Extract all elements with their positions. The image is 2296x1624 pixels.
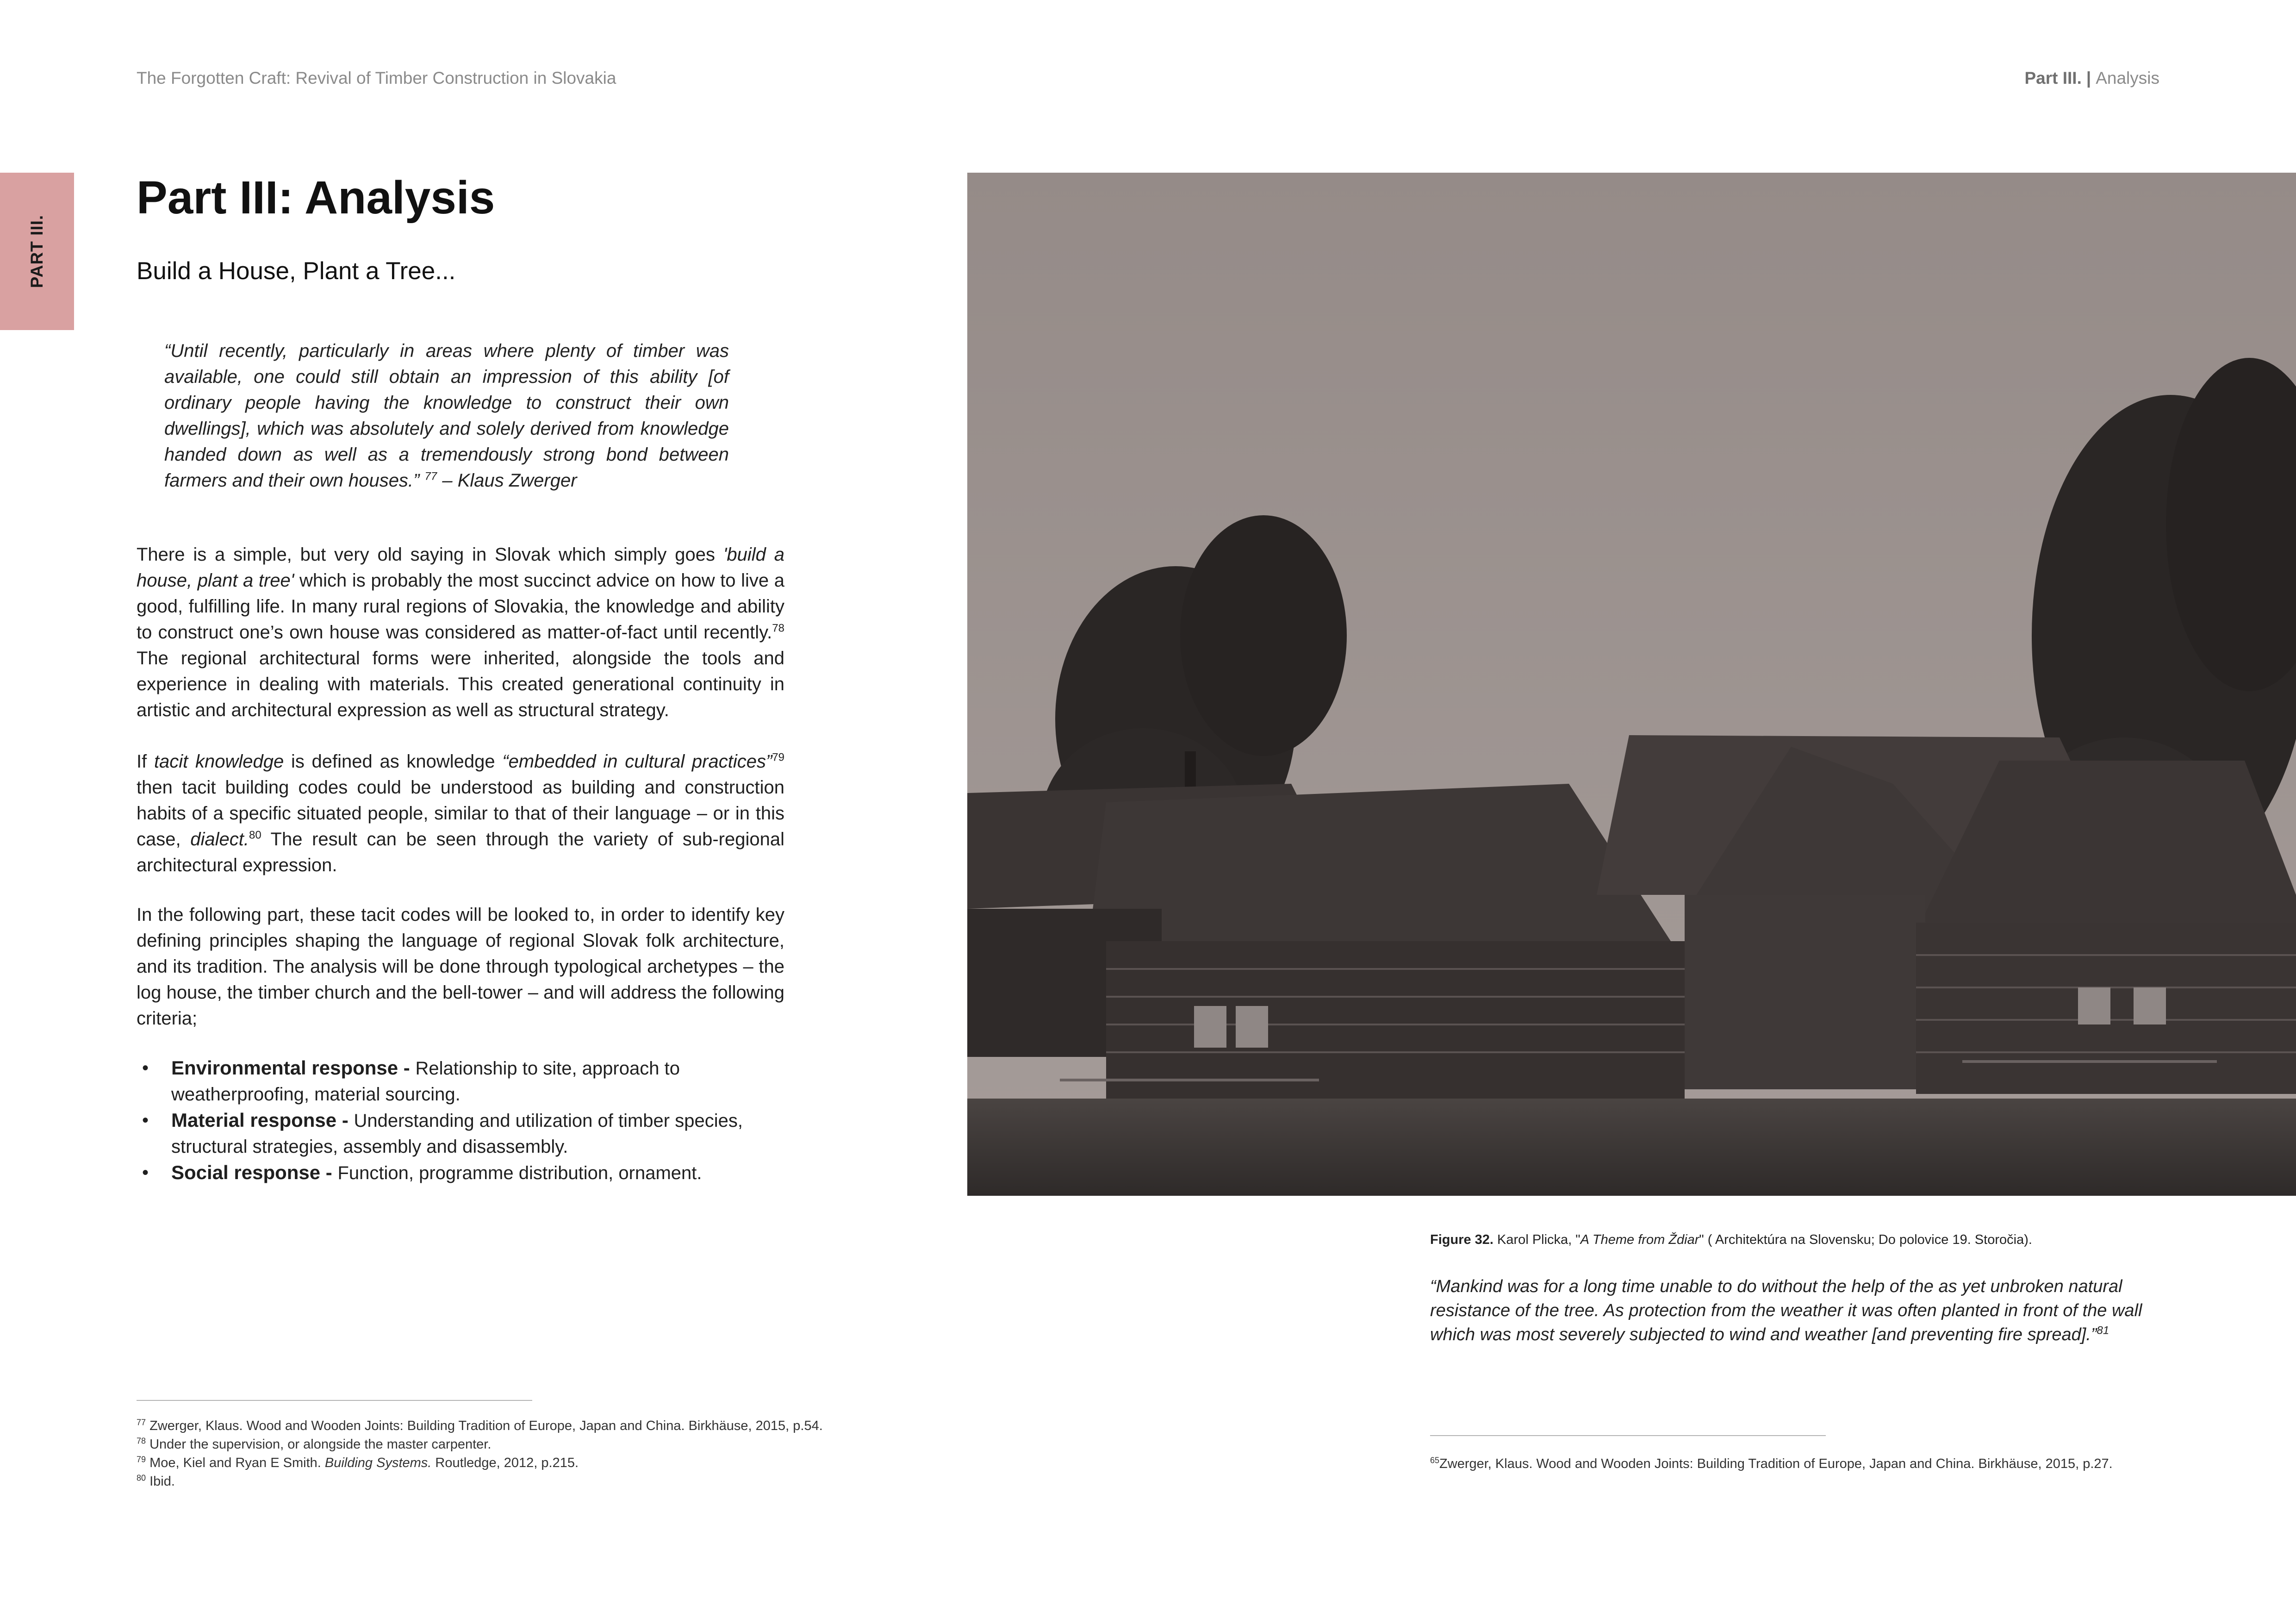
part-side-tab xyxy=(0,173,74,330)
section-subtitle: Build a House, Plant a Tree... xyxy=(137,257,456,285)
footnote-text: Under the supervision, or alongside the master carpenter. xyxy=(146,1437,492,1452)
paragraph-text: The regional architectural forms were inherited, alongside the tools and experience in dealing with materials. This created generational continuity in artistic and architectural expression as well as structural strategy. xyxy=(137,648,784,720)
footnote-text: Zwerger, Klaus. Wood and Wooden Joints: Building Tradition of Europe, Japan and China. Birkhäuse, 2015, p.54. xyxy=(146,1418,823,1433)
bullet: • xyxy=(142,1162,149,1183)
bullet: • xyxy=(142,1058,149,1078)
list-item xyxy=(137,1055,784,1107)
footnote-divider xyxy=(1430,1435,1826,1436)
paragraph-text: then tacit building codes could be understood as building and construction habits of a specific situated people, similar to that of their language – or in this case, xyxy=(137,777,784,849)
footnotes xyxy=(137,1417,923,1491)
term-emphasis: dialect. xyxy=(190,829,249,849)
criteria-list xyxy=(137,1055,784,1186)
body-paragraph-1 xyxy=(137,542,784,723)
figure-title: A Theme from Ždiar xyxy=(1580,1232,1699,1247)
criteria-term: Environmental response - xyxy=(171,1057,416,1079)
list-item xyxy=(137,1107,784,1160)
quote-emphasis: “embedded in cultural practices” xyxy=(502,751,772,772)
part-side-tab-label: PART III. xyxy=(27,214,46,288)
paragraph-text: There is a simple, but very old saying in Slovak which simply goes xyxy=(137,544,723,565)
running-header-separator: | xyxy=(2086,69,2091,87)
footnote-text: Ibid. xyxy=(146,1474,175,1489)
footnote-number: 79 xyxy=(137,1455,146,1464)
figure-caption xyxy=(1430,1232,2032,1248)
criteria-term: Material response - xyxy=(171,1109,354,1131)
figure-label: Figure 32. xyxy=(1430,1232,1493,1247)
opening-quote-footnote-ref: 77 xyxy=(424,470,437,483)
footnote-text: Moe, Kiel and Ryan E Smith. xyxy=(146,1455,325,1470)
paragraph-text: If xyxy=(137,751,154,772)
tree-quote xyxy=(1430,1274,2161,1347)
criteria-description: Relationship to site, approach to weatherproofing, material sourcing. xyxy=(171,1058,680,1105)
footnote-divider xyxy=(137,1400,532,1401)
figure-caption-text: Karol Plicka, " xyxy=(1493,1232,1580,1247)
body-paragraph-3: In the following part, these tacit codes will be looked to, in order to identify key defining principles shaping the language of regional Slovak folk architecture, and its tradition. The analysis will be done through typological archetypes – the log house, the timber church and the bell-tower – and will address the following criteria; xyxy=(137,905,784,1029)
footnote-ref: 80 xyxy=(249,829,261,842)
running-header-part: Part III. xyxy=(2024,69,2082,87)
running-header-title: The Forgotten Craft: Revival of Timber Construction in Slovakia xyxy=(137,69,616,87)
footnote-number: 78 xyxy=(137,1436,146,1446)
opening-quote-author: – Klaus Zwerger xyxy=(442,470,577,491)
footnote xyxy=(137,1454,923,1472)
body-paragraph-2 xyxy=(137,749,784,878)
running-header-section-name: Analysis xyxy=(2096,69,2159,87)
footnote xyxy=(1430,1455,2217,1473)
footnote-number: 65 xyxy=(1430,1455,1440,1465)
tree-quote-text: “Mankind was for a long time unable to do without the help of the as yet unbroken natural resistance of the tree. As protection from the weather it was often planted in front of the wall which was most severely subjected to wind and weather [and preventing fire spread].” xyxy=(1430,1277,2142,1344)
paragraph-text: is defined as knowledge xyxy=(284,751,503,772)
criteria-description: Understanding and utilization of timber species, structural strategies, assembly and disassembly. xyxy=(171,1111,743,1157)
saying-emphasis: 'build a house, plant a tree' xyxy=(137,544,784,591)
photo-illustration xyxy=(967,173,2296,1196)
criteria-term: Social response - xyxy=(171,1162,338,1183)
footnote-text: Routledge, 2012, p.215. xyxy=(431,1455,579,1470)
footnote-ref: 78 xyxy=(772,622,784,635)
footnote xyxy=(137,1435,923,1454)
footnote-number: 77 xyxy=(137,1418,146,1427)
running-header-section xyxy=(2024,69,2159,88)
footnote xyxy=(137,1417,923,1435)
list-item xyxy=(137,1160,784,1186)
footnote-ref: 81 xyxy=(2097,1324,2109,1337)
footnote xyxy=(137,1472,923,1491)
figure-caption-text: " ( Architektúra na Slovensku; Do polovice 19. Storočia). xyxy=(1699,1232,2032,1247)
criteria-description: Function, programme distribution, ornament. xyxy=(337,1163,702,1183)
footnote-book-title: Building Systems. xyxy=(324,1455,432,1470)
footnote-number: 80 xyxy=(137,1473,146,1483)
footnote-ref: 79 xyxy=(772,751,784,764)
page-title: Part III: Analysis xyxy=(137,172,495,224)
village-photograph xyxy=(967,173,2296,1196)
opening-quote-text: “Until recently, particularly in areas where plenty of timber was available, one could still obtain an impression of this ability [of ordinary people having the knowledge to construct their own dwellings], which was absolutely and solely derived from knowledge handed down as well as a tremendously strong bond between farmers and their own houses.” xyxy=(164,341,729,491)
footnote-text: Zwerger, Klaus. Wood and Wooden Joints: Building Tradition of Europe, Japan and China. Birkhäuse, 2015, p.27. xyxy=(1439,1456,2113,1471)
bullet: • xyxy=(142,1110,149,1131)
paragraph-text: The result can be seen through the variety of sub-regional architectural expression. xyxy=(137,829,785,875)
paragraph-text: which is probably the most succinct advice on how to live a good, fulfilling life. In many rural regions of Slovakia, the knowledge and ability to construct one’s own house was considered as matter-of-fact until recently. xyxy=(137,570,784,643)
opening-quote xyxy=(164,338,729,493)
term-emphasis: tacit knowledge xyxy=(154,751,284,772)
